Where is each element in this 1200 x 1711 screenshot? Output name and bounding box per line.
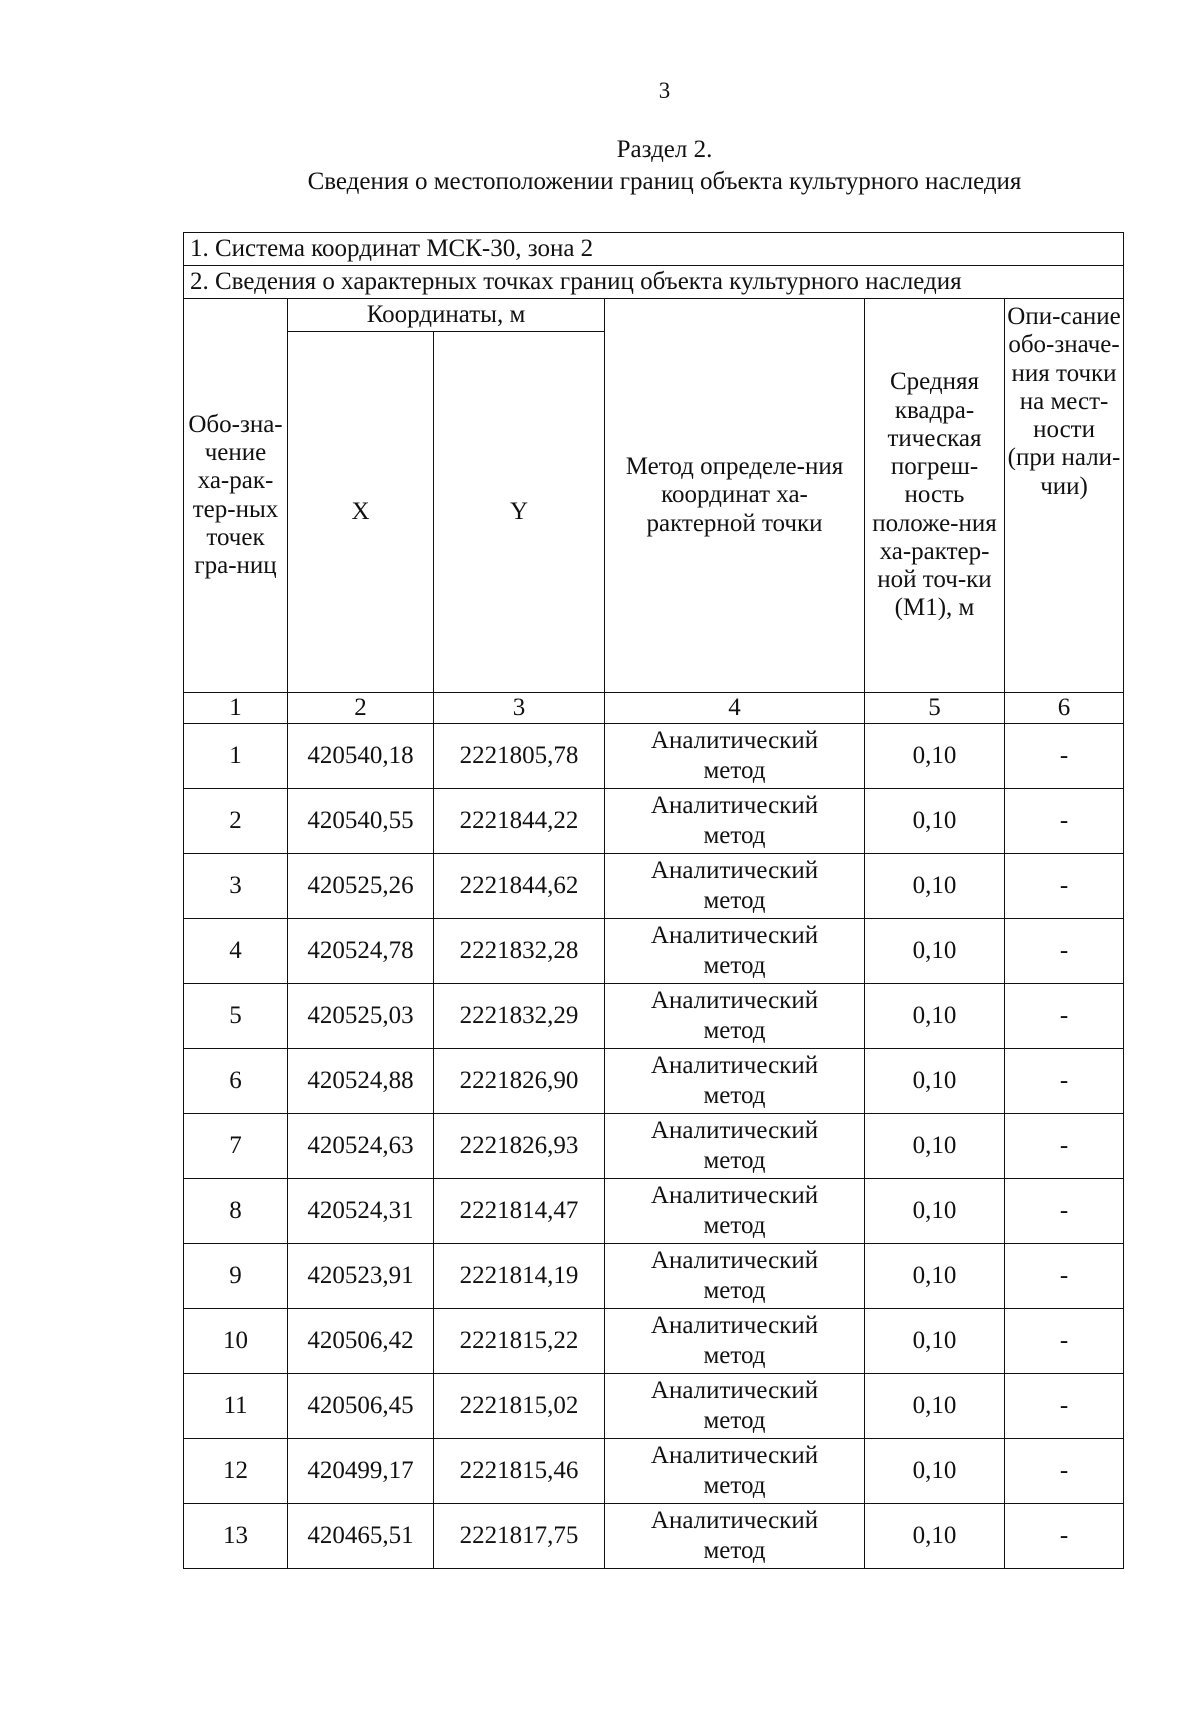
description-cell: - [1005,1374,1124,1439]
point-number-cell: 3 [184,854,288,919]
column-number: 4 [605,693,865,724]
table-row [184,724,1124,789]
method-line-1: Аналитический [650,1182,819,1209]
method-line-2: метод [703,822,766,849]
y-coordinate-cell: 2221814,19 [434,1244,605,1309]
x-coordinate-cell: 420524,31 [288,1179,434,1244]
method-cell [605,1374,865,1439]
table-row [184,233,1124,266]
y-coordinate-cell: 2221815,02 [434,1374,605,1439]
method-cell [605,724,865,789]
section-subtitle: Сведения о местоположении границ объекта культурного наследия [307,168,1022,195]
method-line-1: Аналитический [650,1117,819,1144]
points-caption-cell: 2. Сведения о характерных точках границ объекта культурного наследия [184,266,1124,299]
method-cell [605,1244,865,1309]
table-row [184,854,1124,919]
error-cell: 0,10 [865,1114,1005,1179]
header-coordinates: Координаты, м [288,299,605,332]
method-line-2: метод [703,1407,766,1434]
x-coordinate-cell: 420525,26 [288,854,434,919]
method-text [607,1051,862,1111]
method-text [607,1311,862,1371]
method-cell [605,1439,865,1504]
method-line-1: Аналитический [650,1052,819,1079]
header-description: Опи-сание обо-значе-ния точки на мест-ности (при нали-чии) [1005,299,1124,693]
error-cell: 0,10 [865,1179,1005,1244]
header-x: X [288,332,434,693]
y-coordinate-cell: 2221805,78 [434,724,605,789]
x-coordinate-cell: 420523,91 [288,1244,434,1309]
y-coordinate-cell: 2221844,22 [434,789,605,854]
method-line-1: Аналитический [650,1312,819,1339]
y-coordinate-cell: 2221826,93 [434,1114,605,1179]
table-row [184,1244,1124,1309]
error-cell: 0,10 [865,724,1005,789]
coordinate-system-cell: 1. Система координат МСК-30, зона 2 [184,233,1124,266]
x-coordinate-cell: 420524,78 [288,919,434,984]
method-line-1: Аналитический [650,1377,819,1404]
point-number-cell: 12 [184,1439,288,1504]
page-number: 3 [658,78,671,103]
table-row [184,1179,1124,1244]
error-cell: 0,10 [865,1504,1005,1569]
method-text [607,856,862,916]
header-y: Y [434,332,605,693]
x-coordinate-cell: 420465,51 [288,1504,434,1569]
method-cell [605,984,865,1049]
x-coordinate-cell: 420540,18 [288,724,434,789]
x-coordinate-cell: 420506,45 [288,1374,434,1439]
method-text [607,1376,862,1436]
section-title: Раздел 2. [616,136,713,163]
method-text [607,1246,862,1306]
description-cell: - [1005,1114,1124,1179]
table-row [184,1439,1124,1504]
table-row [184,1114,1124,1179]
method-text [607,921,862,981]
point-number-cell: 7 [184,1114,288,1179]
point-number-cell: 13 [184,1504,288,1569]
method-cell [605,1309,865,1374]
point-number-cell: 9 [184,1244,288,1309]
table-row [184,984,1124,1049]
table-row [184,1504,1124,1569]
description-cell: - [1005,1179,1124,1244]
method-line-1: Аналитический [650,792,819,819]
method-text [607,726,862,786]
column-number: 5 [865,693,1005,724]
method-text [607,1441,862,1501]
y-coordinate-cell: 2221815,22 [434,1309,605,1374]
error-cell: 0,10 [865,1309,1005,1374]
method-line-1: Аналитический [650,857,819,884]
point-number-cell: 6 [184,1049,288,1114]
method-cell [605,1049,865,1114]
method-text [607,986,862,1046]
x-coordinate-cell: 420506,42 [288,1309,434,1374]
method-line-1: Аналитический [650,1247,819,1274]
y-coordinate-cell: 2221814,47 [434,1179,605,1244]
method-line-2: метод [703,952,766,979]
column-number: 2 [288,693,434,724]
column-number: 3 [434,693,605,724]
table-row [184,789,1124,854]
column-number: 1 [184,693,288,724]
description-cell: - [1005,1309,1124,1374]
error-cell: 0,10 [865,854,1005,919]
error-cell: 0,10 [865,789,1005,854]
y-coordinate-cell: 2221826,90 [434,1049,605,1114]
description-cell: - [1005,1244,1124,1309]
method-line-2: метод [703,1147,766,1174]
error-cell: 0,10 [865,984,1005,1049]
description-cell: - [1005,1504,1124,1569]
description-cell: - [1005,724,1124,789]
description-cell: - [1005,1439,1124,1504]
method-line-2: метод [703,1537,766,1564]
header-error: Средняя квадра-тическая погреш-ность положе-ния ха-рактер-ной точ-ки (М1), м [865,299,1005,693]
error-cell: 0,10 [865,1049,1005,1114]
error-cell: 0,10 [865,919,1005,984]
table-row [184,266,1124,299]
description-cell: - [1005,984,1124,1049]
method-line-2: метод [703,757,766,784]
description-cell: - [1005,854,1124,919]
method-cell [605,1114,865,1179]
method-line-2: метод [703,1017,766,1044]
table-header-row [184,299,1124,332]
description-cell: - [1005,1049,1124,1114]
x-coordinate-cell: 420540,55 [288,789,434,854]
x-coordinate-cell: 420524,63 [288,1114,434,1179]
method-cell [605,919,865,984]
method-line-2: метод [703,1082,766,1109]
method-text [607,1181,862,1241]
method-line-2: метод [703,1342,766,1369]
method-cell [605,789,865,854]
boundary-points-table [183,232,1124,1569]
column-numbers-row [184,693,1124,724]
description-cell: - [1005,919,1124,984]
point-number-cell: 11 [184,1374,288,1439]
point-number-cell: 5 [184,984,288,1049]
method-line-1: Аналитический [650,1507,819,1534]
y-coordinate-cell: 2221832,29 [434,984,605,1049]
point-number-cell: 8 [184,1179,288,1244]
x-coordinate-cell: 420525,03 [288,984,434,1049]
method-line-1: Аналитический [650,922,819,949]
x-coordinate-cell: 420524,88 [288,1049,434,1114]
method-line-2: метод [703,1212,766,1239]
column-number: 6 [1005,693,1124,724]
method-line-2: метод [703,1472,766,1499]
method-line-1: Аналитический [650,727,819,754]
error-cell: 0,10 [865,1374,1005,1439]
header-designation: Обо-зна-чение ха-рак-тер-ных точек гра-ниц [184,299,288,693]
point-number-cell: 10 [184,1309,288,1374]
method-line-2: метод [703,887,766,914]
method-cell [605,854,865,919]
method-line-1: Аналитический [650,1442,819,1469]
y-coordinate-cell: 2221815,46 [434,1439,605,1504]
y-coordinate-cell: 2221844,62 [434,854,605,919]
header-method: Метод определе-ния координат ха-рактерной точки [605,299,865,693]
table-row [184,1374,1124,1439]
y-coordinate-cell: 2221817,75 [434,1504,605,1569]
method-text [607,1116,862,1176]
error-cell: 0,10 [865,1244,1005,1309]
method-cell [605,1504,865,1569]
point-number-cell: 2 [184,789,288,854]
description-cell: - [1005,789,1124,854]
point-number-cell: 1 [184,724,288,789]
method-line-2: метод [703,1277,766,1304]
x-coordinate-cell: 420499,17 [288,1439,434,1504]
method-line-1: Аналитический [650,987,819,1014]
y-coordinate-cell: 2221832,28 [434,919,605,984]
method-text [607,1506,862,1566]
table-row [184,919,1124,984]
point-number-cell: 4 [184,919,288,984]
method-cell [605,1179,865,1244]
error-cell: 0,10 [865,1439,1005,1504]
method-text [607,791,862,851]
table-row [184,1309,1124,1374]
table-row [184,1049,1124,1114]
